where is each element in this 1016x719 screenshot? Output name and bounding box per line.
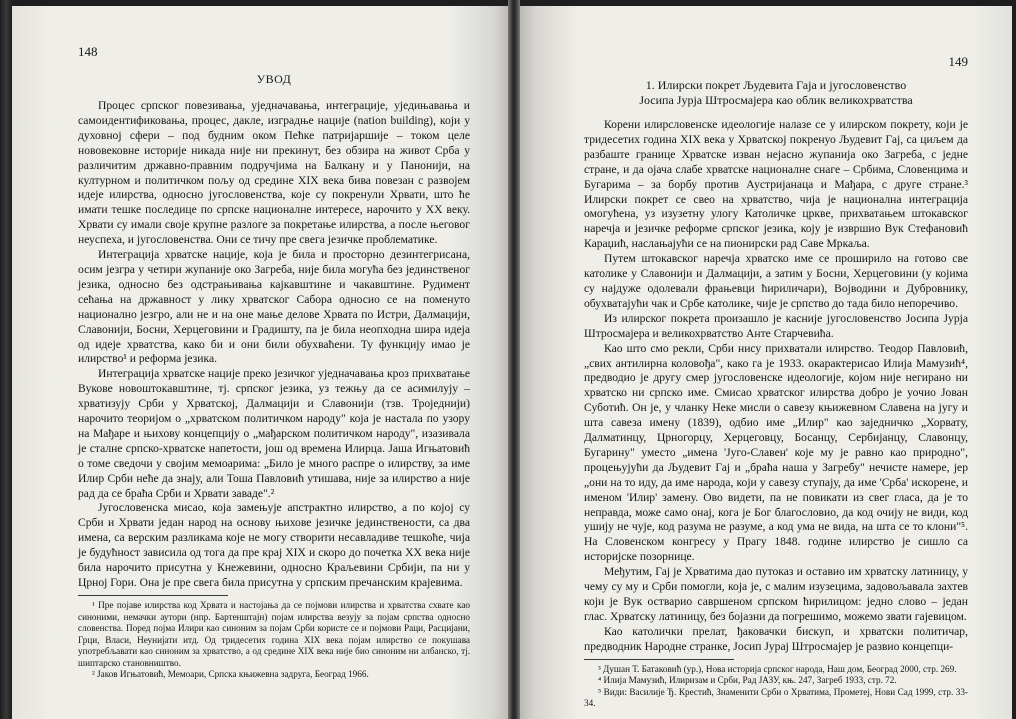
footnote: ¹ Пре појаве илирства код Хрвата и настојања да се појмови илирства и хрватства схвате као синоними, немачки аутори (нпр. Бартенштајн) појам илирства везују за појам српства односно словенства. Поред појма Илири као синоним за појам Срби користе се и појмови Раци, Расцијани, Грци, Власи, Неунијати итд. Од тридесетих година XIX века појам илирство се покушава употребљавати као синоним за хрватство, а од средине XIX века није био синоним ни албанско, тј. шиптарско становништво. (78, 599, 470, 668)
left-footnotes (78, 600, 470, 681)
paragraph: Интеграција хрватске нације преко језичког уједначавања кроз прихватање Вукове новоштокавштине, тј. српског језика, уз тежњу да се асимилују – хрватизују Срби у Хрватској, Далмацији и Славонији (тзв. Троједнији) нарочито теоријом о „хрватском политичком народу" која је настала по узору на Мађаре и њихову концепцију о „мађарском политичком народу", изазивала је сталне српско-хрватске напетости, још од времена Илирца. Јаша Игњатовић о томе сведочи у својим мемоарима: „Било је много распре о илирству, за име Илир Срби неће да знају, али Тоша Павловић утишава, није за илирство а није рад да се браћа Срби и Хрвати заваде".² (78, 367, 470, 500)
paragraph: Југословенска мисао, која замењује апстрактно илирство, а по којој су Срби и Хрвати један народ на основу њихове језичке јединствености, са два имена, са верским разликама које не могу створити несавладиве тешкоће, чија је будућност зависила од тога да пре крај XIX и скоро до почетка XX века није била нарочито присутна у Кнежевини, односно Краљевини Србији, па ни у Црној Гори. Она је пре свега била присутна у српским пречанским крајевима. (78, 501, 470, 589)
footnote-divider (584, 659, 734, 660)
footnote: ³ Душан Т. Батаковић (ур.), Нова историја српског народа, Наш дом, Београд 2000, стр. 269. (598, 663, 957, 674)
chapter-title-line: 1. Илирски покрет Људевита Гаја и југословенство (645, 78, 907, 92)
right-body-text (584, 118, 968, 655)
chapter-title-line: Јосипа Јурја Штросмајера као облик великохрватства (639, 93, 913, 107)
left-page (12, 6, 508, 719)
left-body-text (78, 99, 470, 591)
page-number: 148 (78, 44, 98, 59)
footnote: ⁵ Види: Василије Ђ. Крестић, Знаменити Срби о Хрватима, Прометеј, Нови Сад 1999, стр. 33-34. (584, 686, 968, 709)
section-heading: УВОД (256, 72, 292, 86)
right-footnotes (584, 664, 968, 710)
paragraph: Као што смо рекли, Срби нису прихватали илирство. Теодор Павловић, „свих антилирна коловођа", како га је 1933. окарактерисао Илија Мамузић⁴, предводио је другу смер југословенске идеологије, којом није негирано ни хрватско ни српско име. Смисао хрватског илирства добро је уочио Јован Суботић. Он је, у чланку Неке мисли о савезу књижевном Славена на југу и шта савеза имену (1839), одбио име „Илир" као заједничко „Хорвату, Далматинцу, Црногорцу, Херцеговцу, Босанцу, Сербијанцу, Славонцу, Бугарину" уместо „имена 'Југо-Славен' које му је равно као природно", процењујући да Људевит Гај и „браћа наша у Загребу" нечисте намере, јер „они на то иду, да име народа, који у савезу ступају, да име 'Срба' искорене, и именом 'Илир' замену. Ово видети, па не повикати из свег гласа, да је то неправда, може само онај, кога је Бог благословио, да код очију не види, код ушију не чује, код разума не разуме, а код ума не вида, на шта се то клони"⁵. На Словенском конгресу у Прагу 1848. године илирство је сишло са историјске позорнице. (584, 341, 968, 564)
paragraph: Путем штокавског наречја хрватско име се проширило на готово све католике у Славонији и Далмацији, а затим у Босни, Херцеговини (у којима су најдуже одолевали фрањевци ћириличари), Војводини и Дубровнику, обухватајући чак и Србе католике, чије је српство до тада било непоречиво. (584, 252, 968, 310)
footnote: ⁴ Илија Мамузић, Илиризам и Срби, Рад ЈАЗУ, књ. 247, Загреб 1933, стр. 72. (598, 675, 897, 686)
book-gutter (508, 0, 520, 719)
right-page (520, 6, 1012, 719)
paragraph: Као католички прелат, ђаковачки бискуп, и хрватски политичар, предводник Народне странке, Јосип Јурај Штросмајер је развио концепци- (584, 624, 968, 653)
paragraph: Из илирског покрета произашло је касније југословенство Јосипа Јурја Штросмајера и великохрватство Анте Старчевића. (584, 311, 968, 340)
footnote-divider (78, 595, 228, 596)
paragraph: Интеграција хрватске нације, која је била и просторно дезинтегрисана, осим језгра у четири жупаније око Загреба, није била могућа без јединственог језика, односно без одстрањивања кајкавштине и чакавштине. Рудимент сећања на државност у лику хрватског Сабора односио се на поменуто национално језгро, али не и на оне мање делове Хрвата по Истри, Далмацији, Славонији, Босни, Херцеговини и Градишту, па је била неопходна шира идеја од идеје хрватства, како би и они били обухваћени. Ту функцију имао је илирство¹ и реформа језика. (78, 248, 470, 366)
chapter-title (584, 78, 968, 108)
page-number: 149 (948, 54, 968, 69)
paragraph: Процес српског повезивања, уједначавања, интеграције, уједињавања и самоидентификовања, процес, дакле, изградње нације (nation building), који у духовној сфери – под будним оком Пећке патријаршије – током целе нововековне историје никада није ни прекинут, без обзира на живот Срба у различитим државно-правним подручјима на Балкану и у Панонији, на културном и политичком пољу од средине XIX века бива повезан с развојем идеје илирства, односно југословенства, које су покренули Хрвати, што ће имати тешке последице по српске националне интересе, нарочито у XX веку. Хрвати су имали своје крупне разлоге за покретање илирства, а после његовог неуспеха, и југословенства. Они се тичу пре свега језичке проблематике. (78, 99, 470, 247)
footnote: ² Јаков Игњатовић, Мемоари, Српска књижевна задруга, Београд 1966. (92, 669, 369, 680)
paragraph: Међутим, Гај је Хрватима дао путоказ и оставио им хрватску латиницу, у чему су му и Срби помогли, која је, с малим изузецима, задовољавала захтев који је Вук остварио савршеном српском ћирилицом: једно слово – један глас. Хрватску латиницу, без бојазни да погрешимо, можемо звати гајевицом. (584, 565, 968, 623)
paragraph: Корени илирсловенске идеологије налазе се у илирском покрету, који је тридесетих година XIX века у Хрватској покренуо Људевит Гај, са циљем да разбаште границе Хрватске изван нејасно жупанија око Загреба, с једне стране, и да ојача слабе хрватске националне снаге – Србима, Словенцима и Бугарима – за борбу против Аустријанаца и Мађара, с друге стране.³ Илирски покрет се свео на хрватство, чија је национална интеграција омогућена, уз изузетну улогу Католичке цркве, прихватањем штокавског наречја и језичке реформе српског језика, коју је извршио Вук Стефановић Караџић, наслањајући се на пионирски рад Саве Мркаља. (584, 118, 968, 251)
